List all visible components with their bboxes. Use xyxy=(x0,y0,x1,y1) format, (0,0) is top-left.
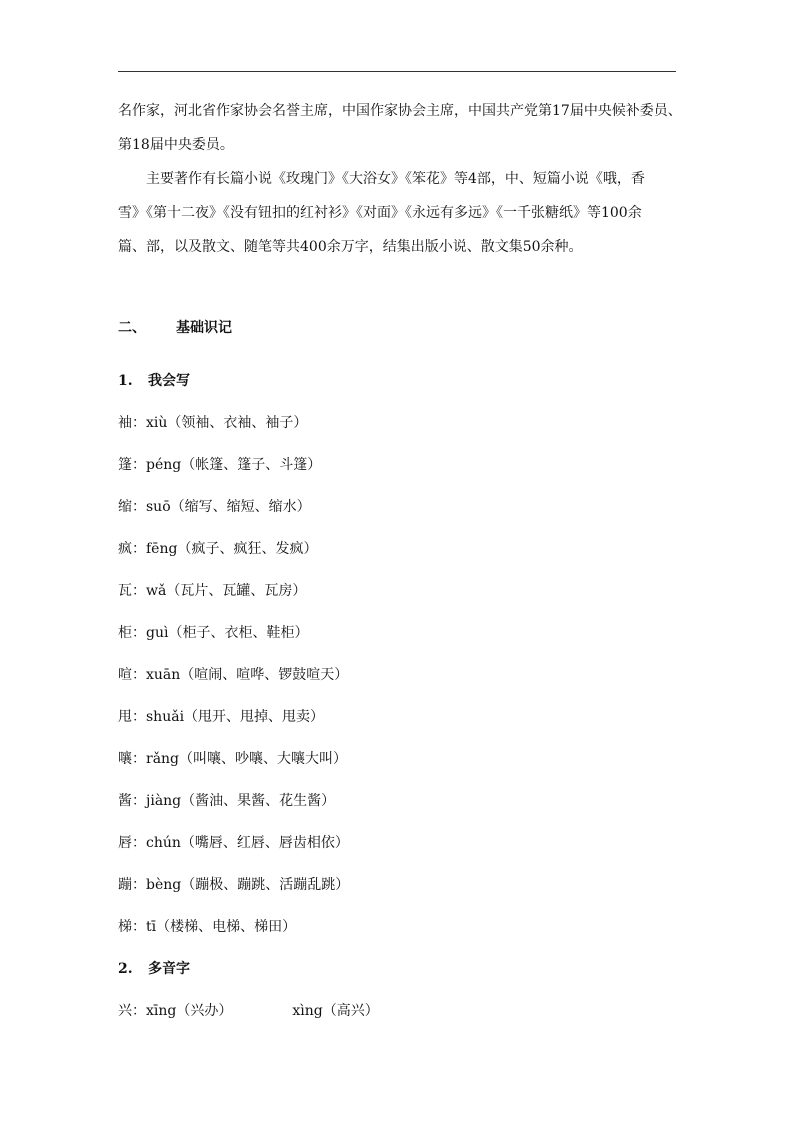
subsection-heading-write xyxy=(118,360,678,402)
character-entry: 梯：tī（楼梯、电梯、梯田） xyxy=(118,919,297,935)
character-entry: 唇：chún（嘴唇、红唇、唇齿相依） xyxy=(118,835,349,851)
section-heading xyxy=(118,318,678,338)
section-number: 二、 xyxy=(118,320,146,336)
character-entry: 瓦：wǎ（瓦片、瓦罐、瓦房） xyxy=(118,583,307,599)
subsection-title: 我会写 xyxy=(148,373,190,389)
section-title: 基础识记 xyxy=(176,320,232,336)
subsection-number: 1. xyxy=(118,373,133,389)
polyphone-reading-2: xìng（高兴） xyxy=(292,1003,379,1019)
polyphone-entry xyxy=(118,990,678,1032)
spacer xyxy=(118,264,678,312)
bio-line-2: 第18届中央委员。 xyxy=(118,137,234,153)
character-entry: 疯：fēng（疯子、疯狂、发疯） xyxy=(118,541,318,557)
subsection-number: 2. xyxy=(118,961,133,977)
document-body xyxy=(118,94,682,1032)
polyphone-reading-1: 兴：xīng（兴办） xyxy=(118,1003,233,1019)
character-entry: 篷：péng（帐篷、篷子、斗篷） xyxy=(118,457,322,473)
works-line-3: 篇、部，以及散文、随笔等共400余万字，结集出版小说、散文集50余种。 xyxy=(118,239,583,255)
works-line-2: 雪》《第十二夜》《没有钮扣的红衬衫》《对面》《永远有多远》《一千张糖纸》等100余 xyxy=(118,205,642,221)
character-entry: 缩：suō（缩写、缩短、缩水） xyxy=(118,499,311,515)
character-entry: 袖：xiù（领袖、衣袖、袖子） xyxy=(118,415,308,431)
bio-line-1: 名作家，河北省作家协会名誉主席，中国作家协会主席，中国共产党第17届中央候补委员、 xyxy=(118,103,682,119)
subsection-title: 多音字 xyxy=(148,961,190,977)
character-entry: 酱：jiàng（酱油、果酱、花生酱） xyxy=(118,793,336,809)
character-entry: 嚷：rǎng（叫嚷、吵嚷、大嚷大叫） xyxy=(118,751,348,767)
character-entry: 喧：xuān（喧闹、喧哗、锣鼓喧天） xyxy=(118,667,349,683)
character-entry: 柜：guì（柜子、衣柜、鞋柜） xyxy=(118,625,309,641)
character-entry: 蹦：bèng（蹦极、蹦跳、活蹦乱跳） xyxy=(118,877,350,893)
character-entry: 甩：shuǎi（甩开、甩掉、甩卖） xyxy=(118,709,325,725)
character-list xyxy=(118,402,678,948)
header-rule xyxy=(118,71,676,72)
works-line-1: 主要著作有长篇小说《玫瑰门》《大浴女》《笨花》等4部，中、短篇小说《哦，香 xyxy=(146,171,645,187)
subsection-heading-polyphone xyxy=(118,948,678,990)
